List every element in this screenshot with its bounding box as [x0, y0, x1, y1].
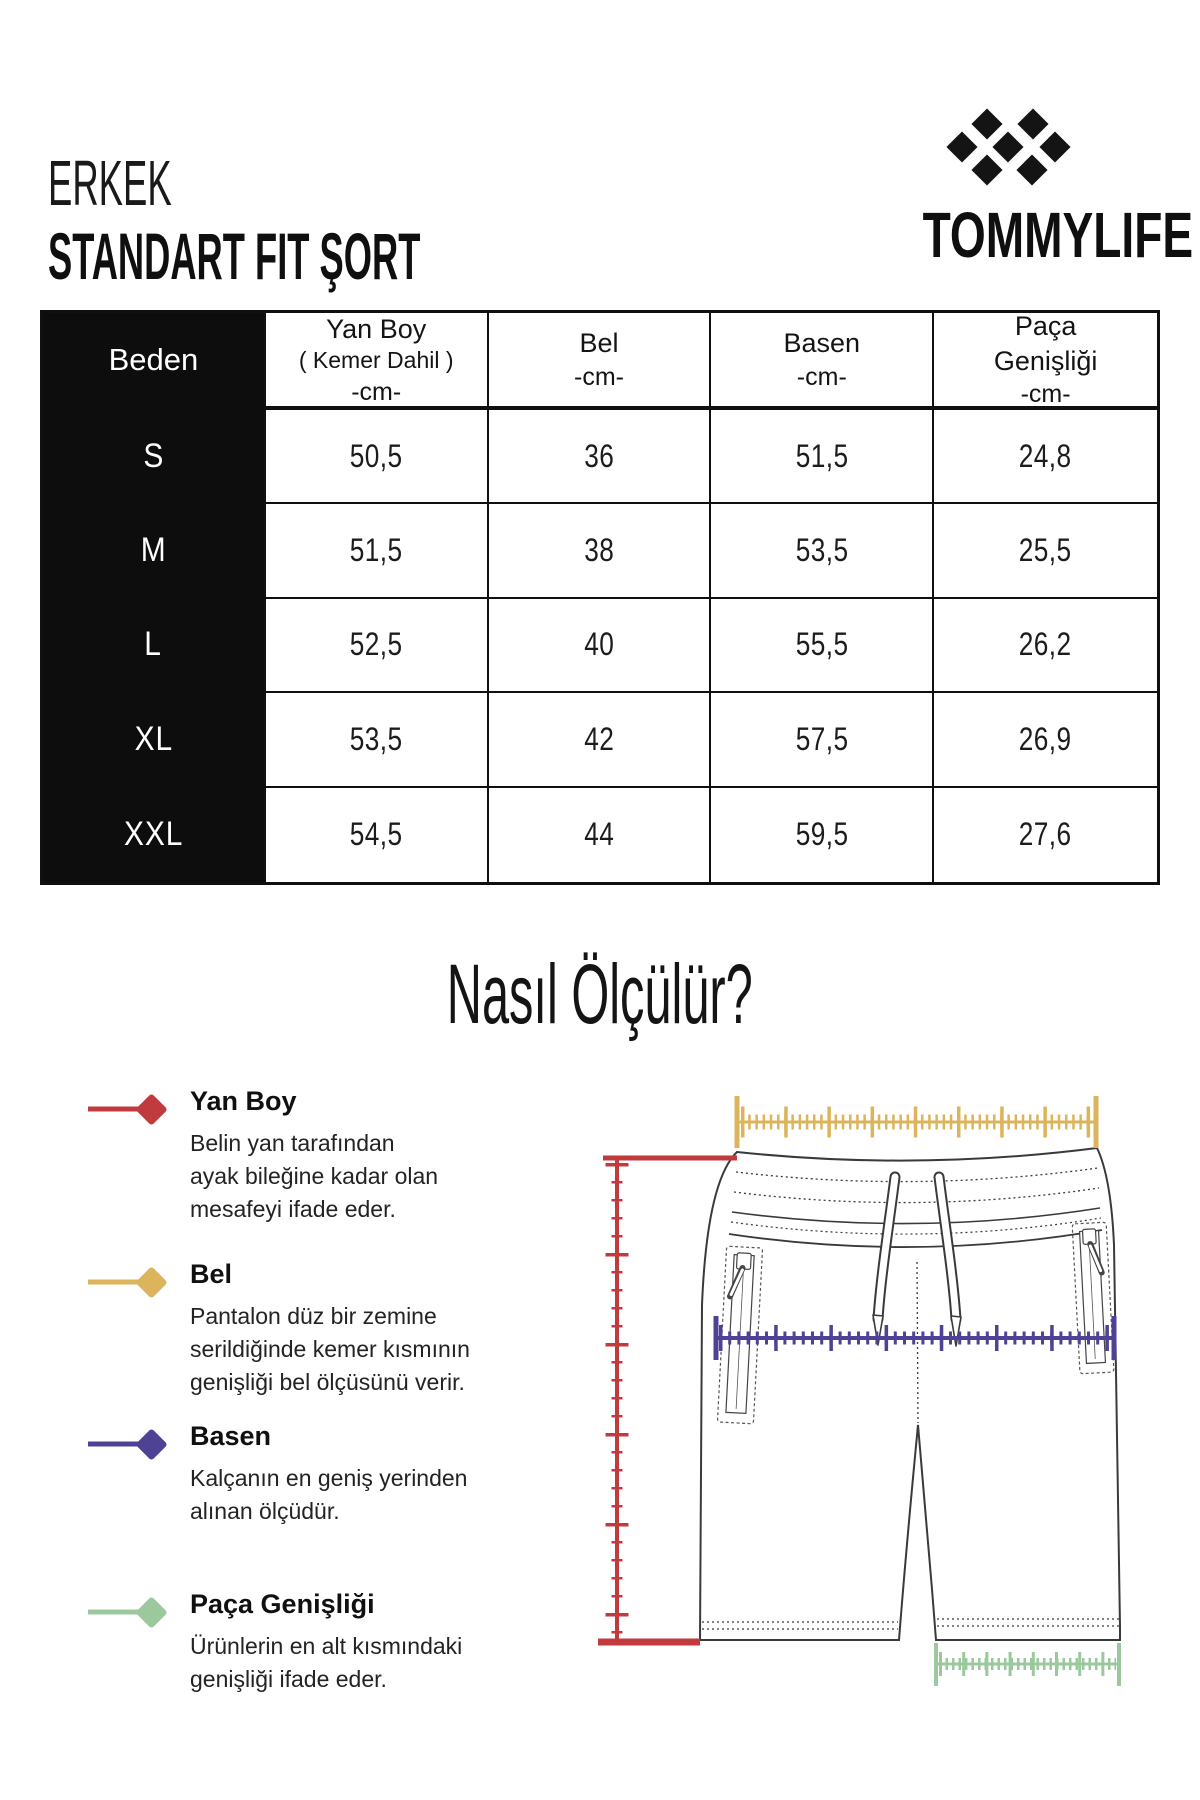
col-header-bel: Bel -cm- [489, 313, 712, 410]
size-table [40, 310, 1160, 885]
value-cell: 40 [489, 599, 712, 693]
value-cell: 24,8 [934, 410, 1157, 504]
col-header-paca-genisligi: Paça Genişliği -cm- [934, 313, 1157, 410]
value-cell: 38 [489, 504, 712, 598]
product-title: STANDART FIT ŞORT [48, 219, 421, 293]
legend-item-yan-boy [85, 1081, 555, 1226]
value-cell: 51,5 [711, 410, 934, 504]
size-cell: XXL [43, 788, 266, 882]
category-title: ERKEK [48, 147, 172, 219]
shorts-measurement-diagram [590, 1085, 1150, 1725]
brand-name: TOMMYLIFE [922, 199, 1194, 271]
size-cell: XL [43, 693, 266, 787]
value-cell: 50,5 [266, 410, 489, 504]
value-cell: 27,6 [1019, 816, 1072, 853]
legend-item-bel [85, 1254, 555, 1399]
value-cell: 53,5 [711, 504, 934, 598]
value-cell: 55,5 [711, 599, 934, 693]
legend-title: Yan Boy [190, 1086, 297, 1116]
value-cell: 53,5 [266, 693, 489, 787]
bel-diamond-icon [85, 1254, 185, 1310]
value-cell: 51,5 [266, 504, 489, 598]
paca-genisligi-diamond-icon [85, 1584, 185, 1640]
value-cell: 26,9 [934, 693, 1157, 787]
value-cell: 26,2 [934, 599, 1157, 693]
value-cell: 59,5 [711, 788, 934, 882]
shorts-illustration [700, 1148, 1120, 1640]
legend-description: Ürünlerin en alt kısmındaki genişliği ifade eder. [190, 1633, 463, 1692]
measure-section-title: Nasıl Ölçülür? [447, 947, 753, 1041]
value-cell: 57,5 [711, 693, 934, 787]
size-cell: M [43, 504, 266, 598]
value-cell: 42 [489, 693, 712, 787]
legend-title: Basen [190, 1421, 272, 1451]
legend-description: Belin yan tarafından ayak bileğine kadar olan mesafeyi ifade eder. [190, 1130, 439, 1222]
brand-logo-icon [930, 100, 1090, 195]
value-cell: 44 [489, 788, 712, 882]
col-header-beden: Beden [43, 313, 266, 410]
col-header-basen: Basen -cm- [711, 313, 934, 410]
legend-title: Paça Genişliği [190, 1589, 375, 1619]
legend-description: Kalçanın en geniş yerinden alınan ölçüdür. [190, 1465, 468, 1524]
value-cell: 36 [489, 410, 712, 504]
value-cell: 25,5 [934, 504, 1157, 598]
legend-description: Pantalon düz bir zemine serildiğinde kemer kısmının genişliği bel ölçüsünü verir. [190, 1303, 470, 1395]
legend-item-paca-genisligi [85, 1584, 555, 1696]
basen-diamond-icon [85, 1416, 185, 1472]
yan-boy-diamond-icon [85, 1081, 185, 1137]
value-cell: 52,5 [266, 599, 489, 693]
col-header-yan-boy: Yan Boy ( Kemer Dahil ) -cm- [266, 313, 489, 410]
size-cell: S [43, 410, 266, 504]
paca-genisligi-ruler [936, 1643, 1119, 1686]
bel-ruler [737, 1096, 1096, 1148]
value-cell: 54,5 [266, 788, 489, 882]
legend-item-basen [85, 1416, 555, 1528]
size-cell: L [43, 599, 266, 693]
legend-title: Bel [190, 1259, 233, 1289]
